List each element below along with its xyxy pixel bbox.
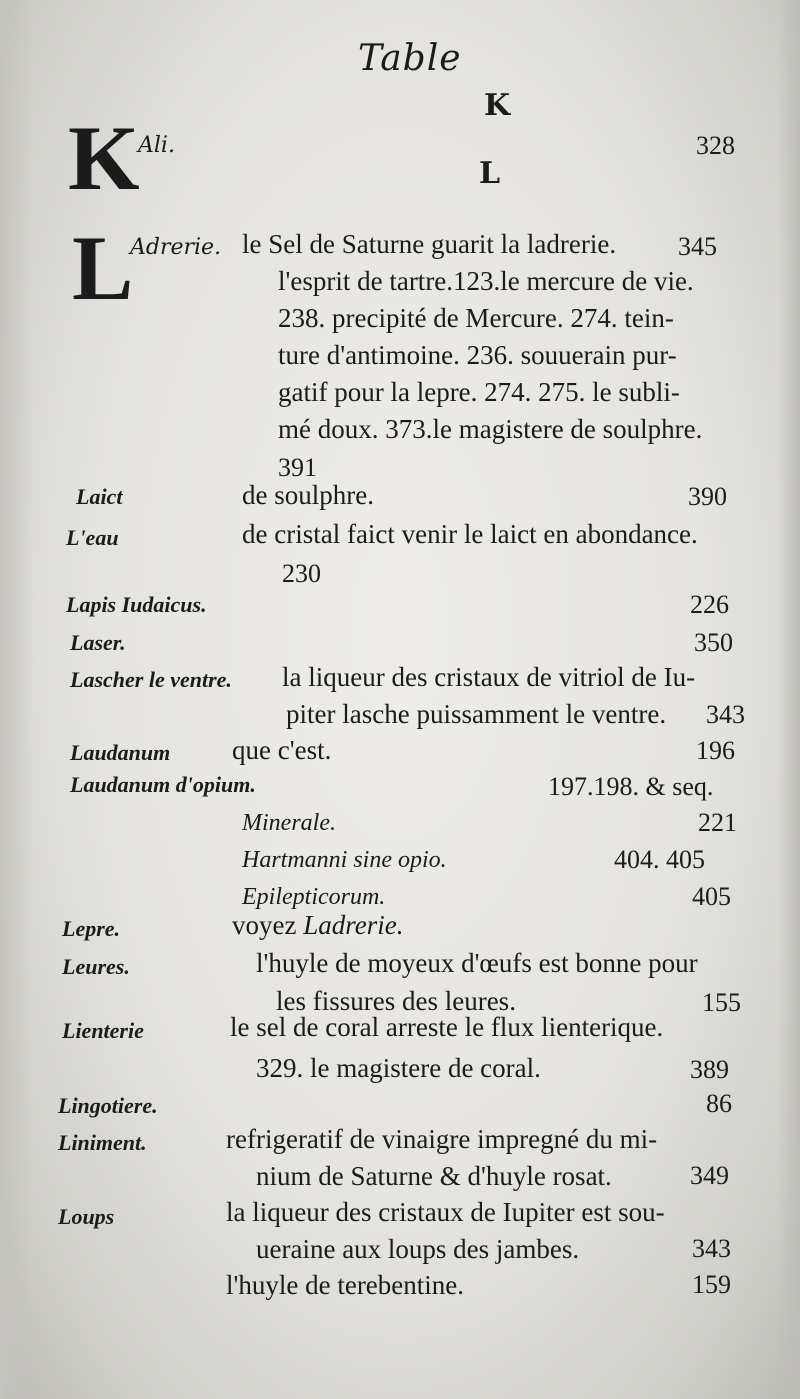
entry-text-leures-cont: les fissures des leures. <box>276 986 516 1016</box>
entry-text-ladrerie-line5: gatif pour la lepre. 274. 275. le subli- <box>278 377 680 407</box>
subentry-term-minerale: Minerale. <box>242 810 336 836</box>
entry-text-leau: de cristal faict venir le laict en abondance. <box>242 519 698 549</box>
entry-page-laudanum: 196 <box>696 736 735 765</box>
entry-ref-ladrerie: Ladrerie. <box>303 910 404 940</box>
subentry-page-hartmanni: 404. 405 <box>614 845 705 874</box>
entry-text-laict: de soulphre. <box>242 480 374 510</box>
entry-term-leures: Leures. <box>62 954 130 979</box>
entry-page-leures: 155 <box>702 988 741 1017</box>
entry-text-ladrerie-line4: ture d'antimoine. 236. souuerain pur- <box>278 340 677 370</box>
entry-term-kali: Ali. <box>138 133 175 158</box>
drop-cap-k: K <box>68 107 140 209</box>
entry-text-lienterie-cont: 329. le magistere de coral. <box>256 1053 541 1083</box>
entry-text-liniment-cont: nium de Saturne & d'huyle rosat. <box>256 1161 612 1191</box>
entry-page-lingotiere: 86 <box>706 1089 732 1118</box>
entry-term-lienterie: Lienterie <box>62 1018 144 1043</box>
subentry-term-hartmanni: Hartmanni sine opio. <box>242 847 447 873</box>
subentry-page-epilepticorum: 405 <box>692 882 731 911</box>
page-edge-shadow-right <box>778 0 800 1399</box>
entry-term-laudanum: Laudanum <box>70 740 171 765</box>
entry-term-laudanum-opium: Laudanum d'opium. <box>70 772 256 797</box>
page-edge-shadow-left <box>0 0 34 1399</box>
entry-term-lingotiere: Lingotiere. <box>58 1093 158 1118</box>
entry-term-loups: Loups <box>58 1204 115 1229</box>
entry-term-ladrerie: Adrerie. <box>130 235 222 260</box>
entry-page-laser: 350 <box>694 628 733 657</box>
entry-text-loups: la liqueur des cristaux de Iupiter est sou- <box>226 1197 665 1227</box>
entry-text-ladrerie-line3: 238. precipité de Mercure. 274. tein- <box>278 303 674 333</box>
section-letter-l: L <box>479 156 501 191</box>
entry-text-ladrerie-line6: mé doux. 373.le magistere de soulphre. <box>278 414 703 444</box>
entry-text-liniment: refrigeratif de vinaigre impregné du mi- <box>226 1124 658 1154</box>
entry-page-loups-line3: 159 <box>692 1270 731 1299</box>
entry-text-lepre-voyez: voyez <box>232 910 297 940</box>
entry-page-laudanum-opium: 197.198. & seq. <box>548 772 714 801</box>
entry-text-ladrerie-line7: 391 <box>278 453 317 482</box>
entry-text-loups-line3: l'huyle de terebentine. <box>226 1270 465 1300</box>
entry-term-lapis: Lapis Iudaicus. <box>66 592 207 617</box>
entry-page-loups: 343 <box>692 1234 731 1263</box>
entry-page-laict: 390 <box>688 482 727 511</box>
entry-term-leau: L'eau <box>66 525 119 550</box>
page-header-title: Table <box>358 38 462 79</box>
entry-text-loups-cont: ueraine aux loups des jambes. <box>256 1234 580 1264</box>
entry-text-leures: l'huyle de moyeux d'œufs est bonne pour <box>256 948 698 978</box>
entry-text-lascher-cont: piter lasche puissamment le ventre. <box>286 699 667 729</box>
entry-text-ladrerie-line2: l'esprit de tartre.123.le mercure de vie. <box>278 266 694 296</box>
entry-text-lienterie: le sel de coral arreste le flux lienterique. <box>230 1012 664 1042</box>
entry-text-lepre <box>232 910 403 941</box>
section-letter-k: K <box>484 88 511 123</box>
entry-page-ladrerie: 345 <box>678 232 717 261</box>
entry-term-lascher: Lascher le ventre. <box>70 667 232 692</box>
entry-page-lapis: 226 <box>690 590 729 619</box>
entry-text-lascher: la liqueur des cristaux de vitriol de Iu- <box>282 662 696 692</box>
entry-term-liniment: Liniment. <box>58 1130 147 1155</box>
entry-text-laudanum: que c'est. <box>232 735 332 765</box>
entry-term-laser: Laser. <box>70 630 126 655</box>
entry-page-lienterie: 389 <box>690 1055 729 1084</box>
entry-text-ladrerie-line1: le Sel de Saturne guarit la ladrerie. <box>242 229 617 259</box>
entry-page-liniment: 349 <box>690 1161 729 1190</box>
entry-term-laict: Laict <box>76 484 123 509</box>
drop-cap-l: L <box>72 217 134 319</box>
subentry-page-minerale: 221 <box>698 808 737 837</box>
entry-term-lepre: Lepre. <box>62 916 121 941</box>
entry-page-lascher: 343 <box>706 700 745 729</box>
subentry-term-epilepticorum: Epilepticorum. <box>242 884 386 910</box>
entry-page-kali: 328 <box>696 131 735 160</box>
entry-text-leau-cont: 230 <box>282 559 321 588</box>
